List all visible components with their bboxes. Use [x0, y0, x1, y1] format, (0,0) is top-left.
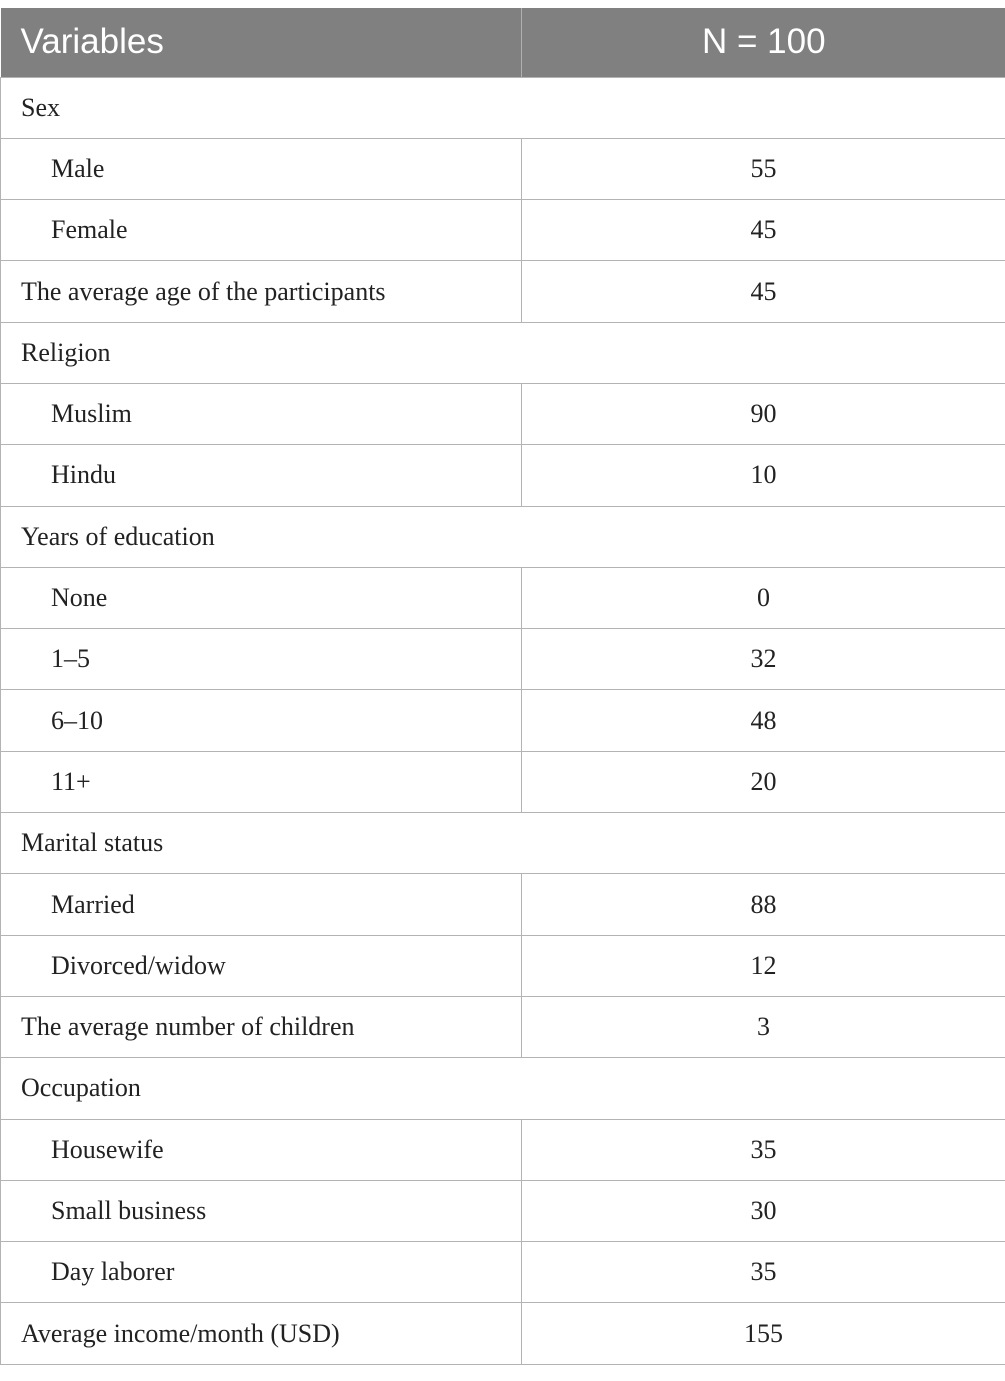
variable-label: Hindu	[1, 445, 522, 506]
variable-label: The average age of the participants	[1, 261, 522, 322]
table-body	[1, 77, 1005, 1364]
variable-label: 11+	[1, 751, 522, 812]
variable-value: 32	[522, 629, 1005, 690]
variable-value: 55	[522, 138, 1005, 199]
table-row	[1, 935, 1005, 996]
header-variables: Variables	[1, 8, 522, 77]
header-row	[1, 8, 1005, 77]
variable-label: Housewife	[1, 1119, 522, 1180]
variable-value: 10	[522, 445, 1005, 506]
table-row	[1, 874, 1005, 935]
section-row	[1, 322, 1005, 383]
table-row	[1, 138, 1005, 199]
variable-value: 20	[522, 751, 1005, 812]
variable-label: Muslim	[1, 383, 522, 444]
section-row	[1, 77, 1005, 138]
table-row	[1, 1180, 1005, 1241]
table-row	[1, 200, 1005, 261]
variable-value: 12	[522, 935, 1005, 996]
variable-label: The average number of children	[1, 996, 522, 1057]
table-row	[1, 383, 1005, 444]
variable-label: 1–5	[1, 629, 522, 690]
section-label: Occupation	[1, 1058, 1005, 1119]
variable-value: 3	[522, 996, 1005, 1057]
variable-label: Average income/month (USD)	[1, 1303, 522, 1364]
variable-label: Divorced/widow	[1, 935, 522, 996]
variable-value: 0	[522, 567, 1005, 628]
variable-value: 45	[522, 200, 1005, 261]
variable-label: Small business	[1, 1180, 522, 1241]
table-header	[1, 8, 1005, 77]
section-label: Religion	[1, 322, 1005, 383]
variable-label: 6–10	[1, 690, 522, 751]
section-label: Sex	[1, 77, 1005, 138]
section-row	[1, 506, 1005, 567]
table-row	[1, 1303, 1005, 1364]
table-row	[1, 996, 1005, 1057]
variable-value: 35	[522, 1242, 1005, 1303]
section-row	[1, 813, 1005, 874]
variable-value: 88	[522, 874, 1005, 935]
variable-value: 30	[522, 1180, 1005, 1241]
variable-value: 155	[522, 1303, 1005, 1364]
variable-label: Male	[1, 138, 522, 199]
header-sample-size: N = 100	[522, 8, 1005, 77]
table-row	[1, 690, 1005, 751]
table-row	[1, 261, 1005, 322]
table-row	[1, 1119, 1005, 1180]
demographics-table-container	[0, 8, 1005, 1365]
variable-value: 48	[522, 690, 1005, 751]
table-row	[1, 751, 1005, 812]
variable-label: Married	[1, 874, 522, 935]
table-row	[1, 629, 1005, 690]
table-row	[1, 445, 1005, 506]
variable-value: 35	[522, 1119, 1005, 1180]
section-label: Years of education	[1, 506, 1005, 567]
table-row	[1, 1242, 1005, 1303]
variable-label: Female	[1, 200, 522, 261]
variable-label: None	[1, 567, 522, 628]
demographics-table	[0, 8, 1005, 1365]
variable-value: 45	[522, 261, 1005, 322]
table-row	[1, 567, 1005, 628]
variable-label: Day laborer	[1, 1242, 522, 1303]
section-label: Marital status	[1, 813, 1005, 874]
section-row	[1, 1058, 1005, 1119]
variable-value: 90	[522, 383, 1005, 444]
